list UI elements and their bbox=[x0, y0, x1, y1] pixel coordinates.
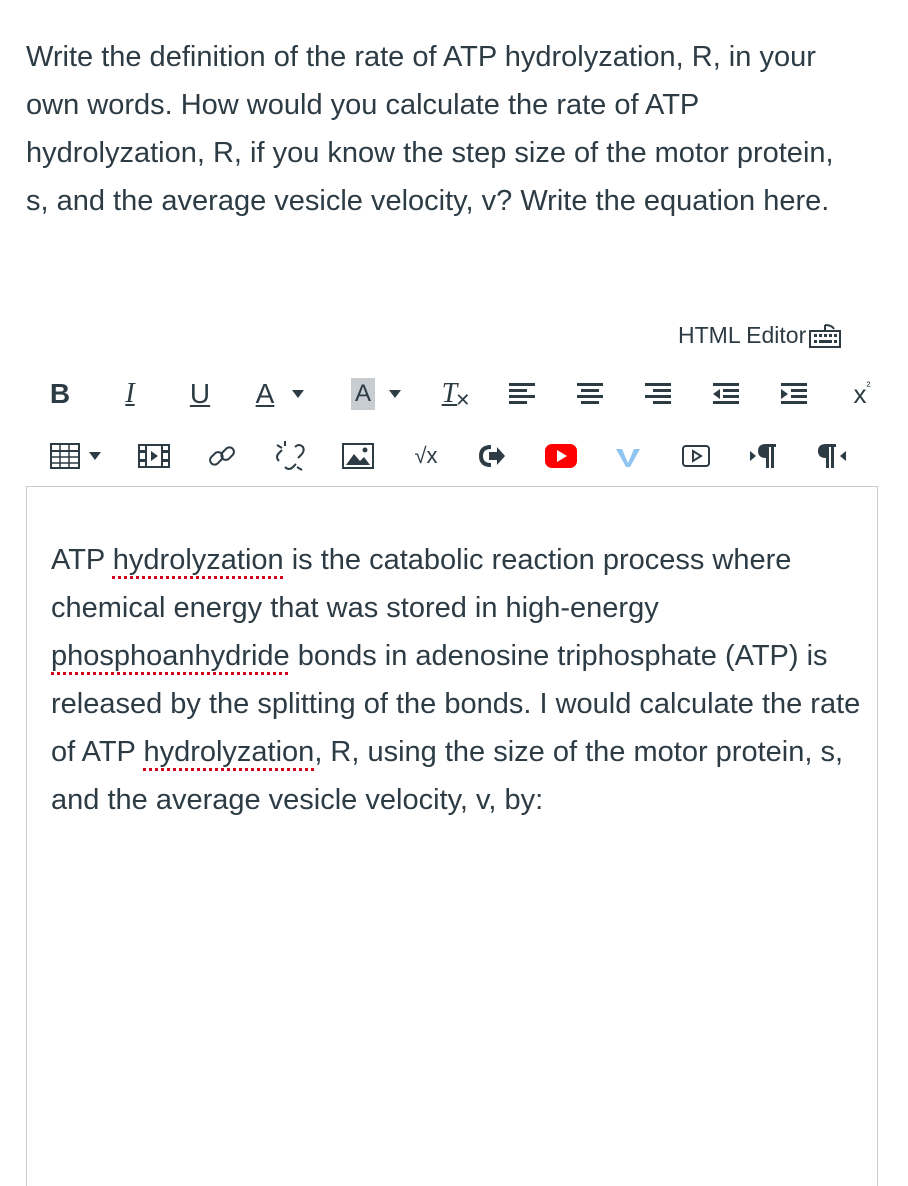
bold-button[interactable] bbox=[44, 372, 76, 416]
answer-segment: ATP bbox=[51, 544, 113, 576]
paragraph-ltr-icon bbox=[748, 441, 780, 471]
superscript-button[interactable] bbox=[844, 372, 880, 416]
youtube-icon bbox=[544, 443, 578, 469]
ltr-paragraph-button[interactable] bbox=[746, 434, 782, 478]
vimeo-button[interactable] bbox=[610, 434, 646, 478]
text-color-button[interactable] bbox=[240, 372, 320, 416]
keyboard-icon bbox=[808, 323, 842, 349]
underline-button[interactable] bbox=[184, 372, 216, 416]
toolbar-insert-row bbox=[44, 434, 874, 478]
align-right-button[interactable] bbox=[640, 372, 676, 416]
arrow-share-icon bbox=[477, 443, 507, 469]
unlink-icon bbox=[273, 439, 307, 473]
text-color-label: A bbox=[255, 378, 275, 409]
html-editor-toggle[interactable] bbox=[678, 322, 842, 349]
italic-button[interactable] bbox=[114, 372, 146, 416]
link-icon bbox=[206, 440, 238, 472]
align-right-icon bbox=[643, 381, 673, 407]
clear-formatting-label: T bbox=[441, 378, 458, 409]
chevron-down-icon bbox=[389, 390, 401, 398]
align-left-button[interactable] bbox=[504, 372, 540, 416]
paragraph-rtl-icon bbox=[816, 441, 848, 471]
rich-text-editor[interactable] bbox=[26, 486, 878, 1186]
table-button[interactable] bbox=[44, 434, 106, 478]
chevron-down-icon bbox=[292, 390, 304, 398]
embed-tool-button[interactable] bbox=[474, 434, 510, 478]
bold-label: B bbox=[49, 378, 71, 409]
clear-formatting-button[interactable] bbox=[436, 372, 476, 416]
image-button[interactable] bbox=[340, 434, 376, 478]
film-icon bbox=[137, 443, 171, 469]
equation-button[interactable] bbox=[406, 434, 446, 478]
answer-segment: , R, using the size of the motor protein, s, and the average vesicle velocity, v, by: bbox=[51, 736, 844, 816]
superscript-label: x bbox=[853, 379, 867, 409]
vimeo-icon bbox=[614, 443, 642, 469]
youtube-button[interactable] bbox=[542, 434, 580, 478]
outdent-icon bbox=[711, 381, 741, 407]
link-button[interactable] bbox=[204, 434, 240, 478]
superscript-two-icon: ² bbox=[866, 379, 871, 393]
media-button[interactable] bbox=[136, 434, 172, 478]
chevron-down-icon bbox=[89, 452, 101, 460]
play-box-icon bbox=[680, 443, 712, 469]
toolbar-formatting-row bbox=[44, 372, 874, 416]
indent-button[interactable] bbox=[776, 372, 812, 416]
image-icon bbox=[341, 442, 375, 470]
align-left-icon bbox=[507, 381, 537, 407]
media-recorder-button[interactable] bbox=[678, 434, 714, 478]
unlink-button[interactable] bbox=[272, 434, 308, 478]
align-center-button[interactable] bbox=[572, 372, 608, 416]
misspelled-word: hydrolyzation bbox=[143, 736, 315, 768]
underline-label: U bbox=[189, 378, 211, 409]
align-center-icon bbox=[575, 381, 605, 407]
answer-segment: bonds in adenosine triphosphate (ATP) is released by the splitting of the bonds. I would calculate the rate of ATP bbox=[51, 640, 861, 768]
italic-label: I bbox=[125, 378, 135, 409]
table-icon bbox=[49, 442, 81, 470]
misspelled-word: hydrolyzation bbox=[112, 544, 284, 576]
clear-formatting-x-icon: ✕ bbox=[455, 389, 471, 410]
html-editor-label: HTML Editor bbox=[678, 322, 807, 348]
rtl-paragraph-button[interactable] bbox=[814, 434, 850, 478]
background-color-button[interactable] bbox=[336, 372, 416, 416]
answer-segment: is the catabolic reaction process where chemical energy that was stored in high-energy bbox=[51, 544, 792, 624]
background-color-label: A bbox=[351, 378, 375, 410]
square-root-icon: √x bbox=[414, 443, 438, 468]
indent-icon bbox=[779, 381, 809, 407]
outdent-button[interactable] bbox=[708, 372, 744, 416]
question-text: Write the definition of the rate of ATP hydrolyzation, R, in your own words. How would you calculate the rate of ATP hydrolyzation, R, if you know the step size of the motor protein, s, and the average vesicle velocity, v? Write the equation here. bbox=[26, 41, 834, 217]
answer-text bbox=[51, 536, 861, 824]
misspelled-word: phosphoanhydride bbox=[51, 640, 290, 672]
